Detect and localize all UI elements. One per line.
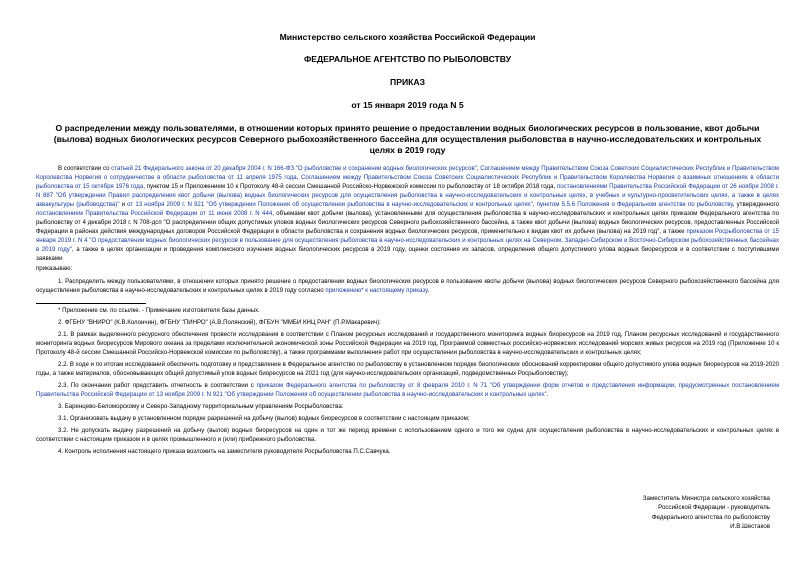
item-2-1: 2.1. В рамках выделенного ресурсного обеспечения провести исследования в соответствии с Планом ресурсных исследований и государственного мониторинга водных биоресурсов на 2019 год, Планом ресурсных исследований и государственного мониторинга водных биоресурсов Мирового океана за пределами исключительной экономической зоны Российской Федерации на 2019 год, Программой совместных российско-норвежских исследований морских живых ресурсов на 2019 год (Приложение 10 к Протоколу 48-й сессии Смешанной Российско-Норвежской комиссии по рыболовству), а также программами выполнения работ при осуществлении рыболовства в научно-исследовательских и контрольных целях; [36,330,779,356]
signature-block [643,494,770,531]
document-notes [36,303,779,457]
item-1-end: . [427,286,430,294]
preamble-text: , пунктом 15 и Приложением 10 к Протоколу 48-й сессии Смешанной Российско-Норвежской комиссии по рыболовству от 18 октября 2018 года, [143,183,557,191]
regulation-5-5-6-link[interactable]: пунктом 5.5.6 Положения о Федеральном агентстве по рыболовству [536,201,733,209]
item-3: 3. Баренцево-Беломорскому и Северо-Западному территориальным управлениям Росрыболовства: [58,403,344,411]
preamble-paragraph [36,164,779,264]
resolution-444-link[interactable]: постановлением Правительства Российской Федерации от 11 июня 2008 г. N 444 [36,210,273,218]
item-2-2: 2.2. В ходе и по итогам исследований обеспечить подготовку и представление в Федеральное агентство по рыболовству в установленном порядке биологических обоснований корректировки общего допустимого улова водных биоресурсов на 2019-2020 годы, а также материалов, обосновывающих общий допустимый улов водных биоресурсов на 2021 год (для научно-исследовательских организаций, подведомственных Росрыболовству); [36,360,779,377]
agency-name: ФЕДЕРАЛЬНОЕ АГЕНТСТВО ПО РЫБОЛОВСТВУ [303,54,512,64]
document-body [36,164,779,295]
appendix-link[interactable]: приложению* к настоящему приказу [325,286,428,294]
signature-line-3: Федерального агентства по рыболовству [651,513,770,521]
preamble-text: , утвержденного [732,201,780,209]
item-3-1: 3.1. Организовать выдачу в установленном порядке разрешений на добычу (вылов) водных биоресурсов в соответствии с настоящим приказом; [58,415,470,423]
preamble-text: , [476,165,481,172]
signature-line-2: Российской Федерации - руководитель [658,504,770,512]
item-2-3-text: 2.3. По окончании работ представить отчетность в соответствии с [58,381,257,389]
document-title: О распределении между пользователями, в отношении которых принято решение о предоставлении водных биологических ресурсов в пользование, квот добычи (вылова) водных биологических ресурсов Северного рыбохозяйственного бассейна для осуществления рыболовства в научно-исследовательских и контрольных целях в 2019 году [53,123,762,155]
item-3-2: 3.2. Не допускать выдачу разрешений на добычу (вылов) водных биоресурсов на один и тот же период времени с использованием одного и того же судна для осуществления рыболовства в научно-исследовательских и контрольных целях в соответствии с настоящим приказом и в целях промышленного и (или) прибрежного рыболовства. [36,427,779,444]
preamble-text: В соответствии со [58,165,112,172]
agreement-1976-link[interactable]: Соглашением между Правительством Союза Советских Социалистических Республик и Правительством Королевства Норвегия о взаимных отношениях в области рыболовства от 15 октября 1976 года [36,174,780,191]
agreement-1975-link[interactable]: Соглашением между Правительством Союза Советских Социалистических Республик и Правительством Королевства Норвегия о сотрудничестве в области рыболовства от 11 апреля 1975 года [36,165,779,182]
item-2-3 [36,381,779,399]
resolution-887-link[interactable]: постановлениями Правительства Российской Федерации от 26 ноября 2008 г. N 887 "Об утверждении Правил распределения квот добычи (вылова) водных биологических ресурсов для осуществления рыболовства в научно-исследовательских и контрольных целях, в учебных и культурно-просветительских целях, а также в целях аквакультуры (рыбоводства)" [36,183,779,209]
order-n4-link[interactable]: приказом Росрыболовства от 15 января 2019 г. N 4 "О предоставлении водных биологических ресурсов в пользование для осуществления рыболовства в научно-исследовательских и контрольных целях на Северном, Западно-Сибирском и Восточно-Сибирском рыбохозяйственных бассейнах в 2019 году" [36,228,779,254]
preamble-text: , а также в целях организации и проведения комплексного изучения водных биологических ресурсов в 2019 году, оценки состояния их запасов, определения общего допустимого улова водных биоресурсов и в соответствии с поступившими заявками [36,246,779,263]
preamble-text: , [296,174,301,182]
signature-name: И.В.Шестаков [730,522,770,530]
order-word: приказываю: [36,264,73,272]
item-2: 2. ФГБНУ "ВНИРО" (К.В.Колончин), ФГБНУ "ПИНРО" (А.В.Полянский), ФГБУН "ММБИ КНЦ РАН" (П.Р.Макаревич): [58,318,381,326]
document-date-number: от 15 января 2019 года N 5 [351,100,464,110]
signature-line-1: Заместитель Министра сельского хозяйства [642,495,770,502]
order-n71-link[interactable]: приказом Федерального агентства по рыболовству от 8 февраля 2010 г. N 71 "Об утверждении форм отчетов и представления информации, предусмотренных постановлением Правительства Российской Федерации от 13 ноября 2009 г. N 921 "Об утверждении Положения об осуществлении рыболовства в научно-исследовательских и контрольных целях" [36,381,779,399]
item-1 [36,277,779,295]
preamble-text: , объемами квот добычи (вылова), установленными для осуществления рыболовства в научно-исследовательских и контрольных целях приказом Федерального агентства по рыболовству от 4 декабря 2018 г. N 708-дсп "О распределении общих допустимых уловов водных биологических ресурсов Северного рыбохозяйственного бассейна, а также квот добычи (вылова) водных биологических ресурсов, предоставленных Российской Федерации в районах действия международных договоров Российской Федерации в области рыболовства и сохранения водных биологических ресурсов, применительно к видам квот их добычи (вылова) на 2019 год", а также [36,210,779,236]
ministry-name: Министерство сельского хозяйства Российской Федерации [279,32,536,42]
item-1-text: 1. Распределить между пользователями, в отношении которых принято решение о предоставлении водных биологических ресурсов в пользование квоты добычи (вылова) водных биологических ресурсов Северного рыбохозяйственного бассейна для осуществления рыболовства в научно-исследовательских и контрольных целях в 2019 году согласно [36,277,779,294]
item-4: 4. Контроль исполнения настоящего приказа возложить на заместителя руководителя Росрыболовства П.С.Савчука. [58,448,391,456]
footnote-divider [36,303,146,304]
resolution-921-link[interactable]: от 13 ноября 2009 г. N 921 "Об утверждении Положения об осуществлении рыболовства в научно-исследовательских и контрольных целях" [127,201,533,209]
preamble-text: и [119,201,128,209]
preamble-text: , [532,201,537,209]
law-link[interactable]: статьей 21 Федерального закона от 20 декабря 2004 г. N 166-ФЗ "О рыболовстве и сохранении водных биологических ресурсов" [111,165,477,172]
document-type: ПРИКАЗ [390,77,425,87]
item-2-3-end: . [546,391,549,399]
footnote: * Приложение см. по ссылке. - Примечание изготовителя базы данных. [58,306,260,314]
